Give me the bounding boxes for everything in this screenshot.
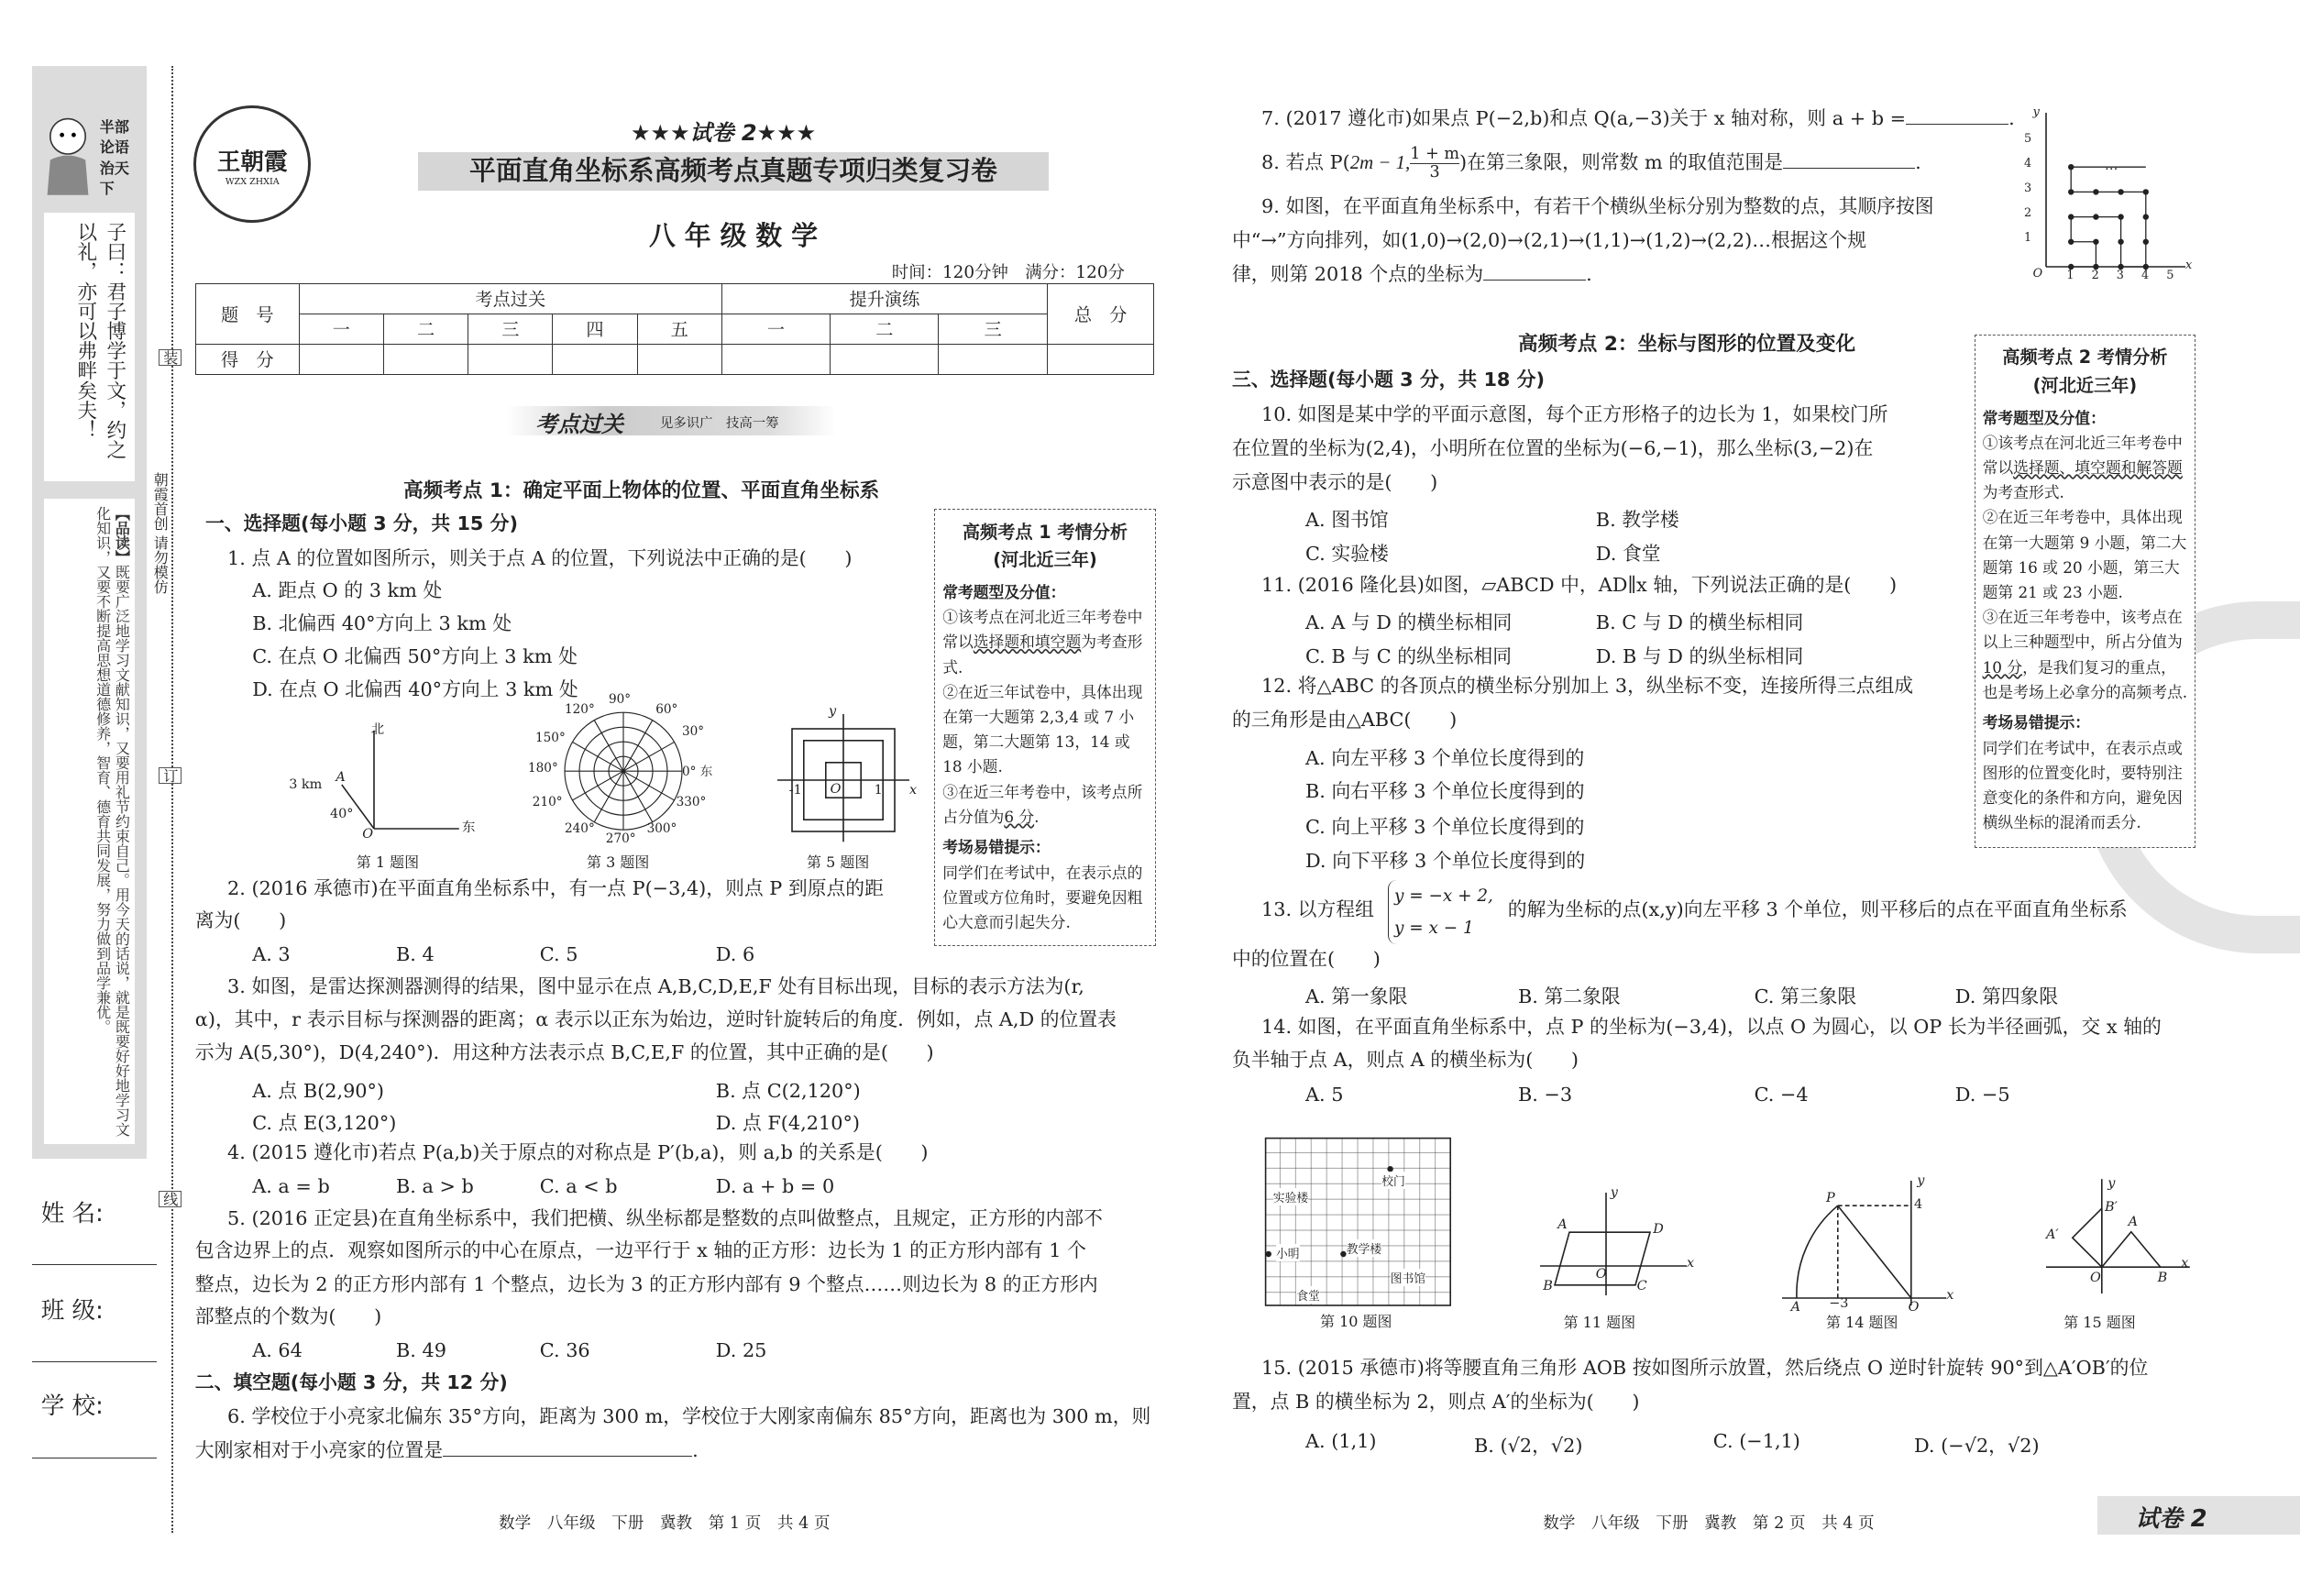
col-header: 四 — [553, 314, 637, 344]
section-title: 高频考点 1：确定平面上物体的位置、平面直角坐标系 — [403, 479, 880, 502]
question-10: 示意图中表示的是( ) — [1232, 471, 1438, 493]
analysis-point-1: ①该考点在河北近三年考卷中常以选择题和填空题为考查形式. — [942, 608, 1143, 677]
quote-commentary: 【品读】既要广泛地学习文献知识，又要用礼节约束自己。用今天的话说，就是既要好好地学习文化知识，又要不断提高思想道德修养，智育、德育共同发展，努力做到品学兼优。 — [44, 499, 135, 1144]
score-cell[interactable] — [1048, 344, 1154, 374]
row-header: 题 号 — [195, 283, 299, 344]
option-4b[interactable]: B. a > b — [396, 1174, 474, 1197]
question-10: 10. 如图是某中学的平面示意图，每个正方形格子的边长为 1，如果校门所 — [1261, 403, 1888, 426]
origin-label: O — [2090, 1270, 2101, 1285]
binding-mark: 装 — [159, 349, 182, 366]
option-11d[interactable]: D. B 与 D 的纵坐标相同 — [1595, 645, 1804, 668]
question-13: 中的位置在( ) — [1232, 948, 1381, 970]
option-13c[interactable]: C. 第三象限 — [1754, 985, 1857, 1008]
option-2b[interactable]: B. 4 — [396, 942, 435, 965]
option-2d[interactable]: D. 6 — [715, 942, 755, 965]
answer-blank[interactable] — [1906, 124, 2008, 125]
parallelogram-diagram — [1540, 1185, 1701, 1303]
angle-label: 30° — [682, 724, 705, 740]
question-10: 在位置的坐标为(2,4)，小明所在位置的坐标为(−6,−1)，那么坐标(3,−2)在 — [1232, 437, 1874, 460]
figure-10 — [1264, 1137, 1455, 1335]
question-15: 置，点 B 的横坐标为 2，则点 A′的坐标为( ) — [1232, 1391, 1640, 1414]
analysis-heading: 考场易错提示： — [1982, 713, 2091, 732]
question-14: 14. 如图，在平面直角坐标系中，点 P 的坐标为(−3,4)，以点 O 为圆心，以 OP 长为半径画弧，交 x 轴的 — [1261, 1015, 2162, 1038]
figure-caption: 第 11 题图 — [1563, 1314, 1636, 1332]
question-6: 6. 学校位于小亮家北偏东 35°方向，距离为 300 m，学校位于大刚家南偏东 85°方向，距离也为 300 m，则 — [227, 1405, 1151, 1428]
figure-5 — [763, 704, 924, 871]
x-tick-label: 1 — [2066, 268, 2074, 282]
distance-label: 3 km — [289, 777, 323, 792]
option-10d[interactable]: D. 食堂 — [1595, 543, 1661, 566]
option-1a[interactable]: A. 距点 O 的 3 km 处 — [252, 579, 443, 602]
spiral-points-diagram — [2024, 105, 2200, 284]
answer-blank[interactable] — [1783, 168, 1915, 169]
option-1d[interactable]: D. 在点 O 北偏西 40°方向上 3 km 处 — [252, 677, 578, 700]
option-4a[interactable]: A. a = b — [252, 1174, 330, 1197]
option-10b[interactable]: B. 教学楼 — [1595, 509, 1679, 532]
question-3: α)，其中，r 表示目标与探测器的距离；α 表示以正东为始边，逆时针旋转后的角度．例如，点 A,D 的位置表 — [194, 1007, 1117, 1030]
angle-label: 150° — [535, 730, 566, 745]
option-15d[interactable]: D. (−√2，√2) — [1914, 1435, 2040, 1457]
option-3d[interactable]: D. 点 F(4,210°) — [715, 1112, 860, 1134]
binding-mark: 线 — [159, 1191, 182, 1207]
group-header: 考点过关 — [299, 283, 721, 314]
x-axis-label: x — [909, 783, 918, 798]
analysis-tip: 同学们在考试中，在表示点的位置或方位角时，要避免因粗心大意而引起失分. — [942, 863, 1143, 932]
score-table — [195, 283, 1154, 375]
option-2a[interactable]: A. 3 — [252, 942, 291, 965]
col-header: 二 — [831, 314, 939, 344]
option-14c[interactable]: C. −4 — [1754, 1084, 1809, 1106]
choice-heading-2: 三、选择题(每小题 3 分，共 18 分) — [1232, 369, 1545, 391]
option-10a[interactable]: A. 图书馆 — [1305, 509, 1389, 532]
option-13d[interactable]: D. 第四象限 — [1954, 985, 2059, 1008]
vertex-label: C — [1636, 1279, 1647, 1294]
x-tick-label: 2 — [2091, 268, 2099, 282]
col-header: 一 — [299, 314, 383, 344]
score-row-label: 得 分 — [195, 344, 299, 374]
x-tick-label: 3 — [2116, 268, 2124, 282]
analysis-tip: 同学们在考试中，在表示点或图形的位置变化时，要特别注意变化的条件和方向，避免因横纵坐标的混淆而丢分. — [1982, 738, 2183, 832]
question-9: 中“→”方向排列，如(1,0)→(2,0)→(2,1)→(1,1)→(1,2)→(2,2)…根据这个规 — [1232, 229, 1866, 251]
angle-label: 90° — [609, 692, 632, 708]
analysis-heading: 常考题型及分值： — [942, 582, 1066, 601]
angle-label: 240° — [565, 820, 595, 836]
binding-line — [171, 66, 173, 1533]
question-3: 示为 A(5,30°)，D(4,240°)．用这种方法表示点 B,C,E,F 的位置，其中正确的是( ) — [194, 1041, 934, 1064]
option-14a[interactable]: A. 5 — [1305, 1084, 1344, 1106]
score-cell[interactable] — [939, 344, 1048, 374]
question-9: 9. 如图，在平面直角坐标系中，有若干个横纵坐标分别为整数的点，其顺序按图 — [1261, 195, 1934, 218]
option-12a[interactable]: A. 向左平移 3 个单位长度得到的 — [1305, 746, 1585, 769]
origin-label: O — [362, 827, 373, 842]
figure-14 — [1782, 1173, 1958, 1335]
option-12c[interactable]: C. 向上平移 3 个单位长度得到的 — [1305, 815, 1585, 838]
col-header: 一 — [721, 314, 830, 344]
option-15a[interactable]: A. (1,1) — [1305, 1430, 1377, 1452]
question-12: 12. 将△ABC 的各顶点的横坐标分别加上 3，纵坐标不变，连接所得三点组成 — [1261, 675, 1914, 698]
option-5a[interactable]: A. 64 — [252, 1338, 303, 1361]
figure-caption: 第 14 题图 — [1826, 1314, 1898, 1332]
binding-mark: 订 — [159, 767, 182, 784]
point-label: P — [1826, 1191, 1835, 1206]
angle-label: 60° — [655, 702, 678, 718]
question-13: 的解为坐标的点(x,y)向左平移 3 个单位，则平移后的点在平面直角坐标系 — [1507, 897, 2128, 920]
option-14b[interactable]: B. −3 — [1518, 1084, 1573, 1106]
option-3a[interactable]: A. 点 B(2,90°) — [252, 1079, 385, 1102]
x-axis-label: x — [2185, 258, 2193, 272]
corner-tab — [2097, 1496, 2300, 1535]
school-label: 学 校: — [40, 1392, 104, 1420]
score-cell[interactable] — [553, 344, 637, 374]
question-13: 13. 以方程组 — [1261, 897, 1374, 920]
analysis-heading: 考场易错提示： — [942, 838, 1051, 857]
score-cell[interactable] — [831, 344, 939, 374]
question-5: 部整点的个数为( ) — [194, 1305, 382, 1328]
arc-diagram — [1782, 1173, 1958, 1308]
paper-label: ★★★试卷 2★★★ — [631, 119, 817, 146]
point-label: A — [1790, 1299, 1800, 1315]
question-6: 大刚家相对于小亮家的位置是 . — [194, 1439, 699, 1461]
question-14: 负半轴于点 A，则点 A 的横坐标为( ) — [1232, 1049, 1579, 1072]
question-15: 15. (2015 承德市)将等腰直角三角形 AOB 按如图所示放置，然后绕点 O 逆时针旋转 90°到△A′OB′的位 — [1261, 1357, 2149, 1380]
analysis-point-2: ②在近三年考卷中，具体出现在第一大题第 9 小题，第二大题第 16 或 20 小题，第三大题第 21 或 23 小题. — [1982, 508, 2187, 602]
point-a-label: A — [336, 770, 346, 785]
angle-label: 210° — [532, 795, 563, 810]
option-10c[interactable]: C. 实验楼 — [1305, 543, 1389, 566]
name-field[interactable] — [32, 1264, 157, 1265]
option-15c[interactable]: C. (−1,1) — [1712, 1430, 1800, 1452]
tick-label: -1 — [788, 783, 802, 798]
question-4: 4. (2015 遵化市)若点 P(a,b)关于原点的对称点是 P′(b,a)，则 a,b 的关系是( ) — [227, 1141, 929, 1164]
analysis-title: 高频考点 2 考情分析 — [2002, 347, 2168, 369]
question-5: 包含边界上的点．观察如图所示的中心在原点，一边平行于 x 轴的正方形：边长为 1 的正方形内部有 1 个 — [194, 1239, 1086, 1262]
figure-11 — [1540, 1185, 1701, 1335]
map-label: 食堂 — [1296, 1286, 1320, 1304]
x-tick-label: 4 — [2141, 268, 2150, 282]
analysis-point-2: ②在近三年试卷中，具体出现在第一大题第 2,3,4 或 7 小题，第二大题第 13，14 或 18 小题. — [942, 682, 1143, 776]
banner-title: 考点过关 — [535, 411, 623, 438]
figure-caption: 第 15 题图 — [2063, 1314, 2136, 1332]
badge-text: 半部论语 治天下 — [99, 118, 129, 198]
option-13b[interactable]: B. 第二象限 — [1518, 985, 1621, 1008]
question-11: 11. (2016 隆化县)如图，▱ABCD 中，AD∥x 轴，下列说法正确的是( ) — [1261, 574, 1898, 596]
tick-label: −3 — [1829, 1296, 1849, 1312]
question-2: 离为( ) — [194, 909, 287, 932]
question-1: 1. 点 A 的位置如图所示，则关于点 A 的位置，下列说法中正确的是( ) — [227, 547, 853, 570]
tick-label: 1 — [874, 783, 883, 798]
option-1c[interactable]: C. 在点 O 北偏西 50°方向上 3 km 处 — [252, 645, 578, 668]
option-11b[interactable]: B. C 与 D 的横坐标相同 — [1595, 611, 1804, 634]
analysis-heading: 常考题型及分值： — [1982, 408, 2106, 427]
point-label: A — [2128, 1214, 2138, 1229]
figure-caption: 第 3 题图 — [587, 853, 650, 871]
vertex-label: D — [1653, 1221, 1664, 1237]
north-label: 北 — [370, 722, 385, 737]
question-7: 7. (2017 遵化市)如果点 P(−2,b)和点 Q(a,−3)关于 x 轴对称，则 a + b = . — [1261, 107, 2015, 130]
origin-label: O — [2032, 267, 2043, 281]
origin-label: O — [830, 781, 842, 797]
option-4c[interactable]: C. a < b — [539, 1174, 618, 1197]
section-title-2: 高频考点 2：坐标与图形的位置及变化 — [1518, 332, 1856, 356]
angle-label: 0° 东 — [682, 765, 713, 780]
angle-label: 180° — [528, 761, 558, 776]
figure-15 — [2046, 1176, 2193, 1335]
score-cell[interactable] — [299, 344, 383, 374]
paper-title: 平面直角坐标系高频考点真题专项归类复习卷 — [418, 152, 1049, 191]
publisher-logo: 王朝霞 WZX ZHXIA — [193, 105, 311, 223]
angle-label: 270° — [605, 831, 636, 847]
option-5b[interactable]: B. 49 — [396, 1338, 446, 1361]
fill-heading: 二、填空题(每小题 3 分，共 12 分) — [194, 1371, 508, 1394]
option-2c[interactable]: C. 5 — [539, 942, 578, 965]
map-label: 实验楼 — [1273, 1188, 1308, 1205]
origin-label: O — [1908, 1299, 1920, 1315]
angle-label: 120° — [565, 702, 595, 718]
col-header: 五 — [637, 314, 721, 344]
scholar-illustration — [39, 110, 97, 198]
option-15b[interactable]: B. (√2，√2) — [1474, 1435, 1583, 1457]
option-1b[interactable]: B. 北偏西 40°方向上 3 km 处 — [252, 611, 512, 634]
east-label: 东 — [462, 820, 476, 836]
question-8: 8. 若点 P(2m − 1, $\frac{1 + m}{3}$ )在第三象限，则常数 m 的取值范围是 . — [1261, 145, 1921, 182]
figure-3 — [521, 692, 726, 871]
col-header: 二 — [384, 314, 468, 344]
group-header: 提升演练 — [721, 283, 1047, 314]
score-cell[interactable] — [468, 344, 553, 374]
analysis-title: 高频考点 1 考情分析 — [962, 521, 1128, 543]
y-axis-label: y — [1610, 1184, 1618, 1200]
figure-9 — [2024, 105, 2200, 284]
analysis-point-3: ③在近三年考卷中，该考点在以上三种题型中，所占分值为10 分，是我们复习的重点，也是考场上必拿分的高频考点. — [1982, 608, 2188, 701]
point-label: B′ — [2105, 1199, 2118, 1215]
class-field[interactable] — [32, 1361, 157, 1362]
figure-caption: 第 10 题图 — [1319, 1312, 1392, 1330]
angle-label: 330° — [676, 795, 707, 810]
question-5: 5. (2016 正定县)在直角坐标系中，我们把横、纵坐标都是整数的点叫做整点，且规定，正方形的内部不 — [227, 1207, 1103, 1230]
angle-label: 40° — [330, 807, 354, 821]
option-4d[interactable]: D. a + b = 0 — [715, 1174, 835, 1197]
figure-caption: 第 1 题图 — [356, 853, 420, 871]
option-14d[interactable]: D. −5 — [1954, 1084, 2010, 1106]
option-12b[interactable]: B. 向右平移 3 个单位长度得到的 — [1305, 780, 1585, 803]
question-2: 2. (2016 承德市)在平面直角坐标系中，有一点 P(−3,4)，则点 P 到原点的距 — [227, 877, 884, 900]
analysis-point-3: ③在近三年考卷中，该考点所占分值为6 分. — [942, 782, 1143, 826]
score-cell[interactable] — [721, 344, 830, 374]
vertex-label: A — [1557, 1216, 1568, 1232]
page-footer: 数学 八年级 下册 冀教 第 1 页 共 4 页 — [499, 1514, 831, 1533]
paper-subject: 八 年 级 数 学 — [648, 220, 819, 252]
option-5d[interactable]: D. 25 — [715, 1338, 767, 1361]
y-tick-labels: 5 4 3 2 1 — [2024, 131, 2032, 246]
answer-blank[interactable] — [443, 1456, 692, 1457]
x-axis-label: x — [1946, 1287, 1954, 1303]
point-label: B — [2157, 1270, 2168, 1285]
option-11a[interactable]: A. A 与 D 的横坐标相同 — [1305, 611, 1513, 634]
option-12d[interactable]: D. 向下平移 3 个单位长度得到的 — [1305, 849, 1586, 872]
question-12: 的三角形是由△ABC( ) — [1232, 709, 1458, 732]
score-cell[interactable] — [637, 344, 721, 374]
class-label: 班 级: — [40, 1296, 104, 1325]
time-score-info: 时间：120分钟 满分：120分 — [891, 263, 1125, 283]
corner-label: 试卷 2 — [2135, 1504, 2207, 1533]
map-label: 图书馆 — [1391, 1269, 1425, 1286]
total-header: 总 分 — [1048, 283, 1154, 344]
point-label: A′ — [2046, 1227, 2059, 1243]
option-3b[interactable]: B. 点 C(2,120°) — [715, 1079, 861, 1102]
y-axis-label: y — [2107, 1176, 2116, 1192]
question-9: 律，则第 2018 个点的坐标为 . — [1232, 262, 1592, 285]
banner-slogan: 见多识广 技高一筹 — [660, 415, 779, 431]
answer-blank[interactable] — [1483, 280, 1586, 281]
x-axis-label: x — [2181, 1255, 2189, 1271]
map-label: 校门 — [1381, 1172, 1405, 1189]
y-axis-label: y — [2032, 105, 2040, 120]
angle-label: 300° — [646, 820, 677, 836]
question-5: 整点，边长为 2 的正方形内部有 1 个整点，边长为 3 的正方形内部有 9 个整点……则边长为 8 的正方形内 — [194, 1273, 1098, 1296]
option-13a[interactable]: A. 第一象限 — [1305, 985, 1408, 1008]
rotation-diagram — [2046, 1176, 2193, 1301]
analysis-subtitle: (河北近三年) — [993, 549, 1097, 571]
figure-1 — [286, 719, 491, 871]
col-header: 三 — [468, 314, 553, 344]
continuation-dots: … — [2105, 158, 2118, 173]
analysis-box-2 — [1975, 335, 2196, 848]
copyright-note: 朝霞首创 请勿模仿 — [151, 472, 170, 595]
analysis-box-1 — [934, 509, 1156, 946]
analysis-point-1: ①该考点在河北近三年考卷中常以选择题、填空题和解答题为考查形式. — [1982, 433, 2183, 502]
map-label: 教学楼 — [1347, 1239, 1381, 1257]
squares-diagram — [763, 707, 924, 846]
analysis-subtitle: (河北近三年) — [2032, 374, 2138, 396]
figure-caption: 第 5 题图 — [807, 853, 870, 871]
option-5c[interactable]: C. 36 — [539, 1338, 590, 1361]
option-11c[interactable]: C. B 与 C 的纵坐标相同 — [1305, 645, 1512, 668]
page-footer: 数学 八年级 下册 冀教 第 2 页 共 4 页 — [1543, 1514, 1875, 1533]
vertex-label: B — [1543, 1279, 1553, 1294]
question-3: 3. 如图，是雷达探测器测得的结果，图中显示在点 A,B,C,D,E,F 处有目标出现，目标的表示方法为(r, — [227, 975, 1084, 998]
choice-heading: 一、选择题(每小题 3 分，共 15 分) — [205, 512, 518, 534]
x-axis-label: x — [1687, 1255, 1695, 1271]
col-header: 三 — [939, 314, 1048, 344]
map-label: 小明 — [1276, 1244, 1300, 1261]
analects-quote: 子曰：君子博学于文，约之以礼，亦可以弗畔矣夫！ — [44, 213, 135, 481]
y-axis-label: y — [1917, 1173, 1925, 1188]
name-label: 姓 名: — [40, 1200, 104, 1227]
equation-system: y = −x + 2, y = x − 1 — [1388, 880, 1493, 944]
y-axis-label: y — [829, 704, 837, 719]
origin-label: O — [1595, 1267, 1607, 1282]
score-cell[interactable] — [384, 344, 468, 374]
option-3c[interactable]: C. 点 E(3,120°) — [252, 1112, 397, 1134]
tick-label: 4 — [1914, 1196, 1923, 1212]
section-banner — [506, 406, 836, 438]
x-tick-label: 5 — [2166, 268, 2174, 282]
